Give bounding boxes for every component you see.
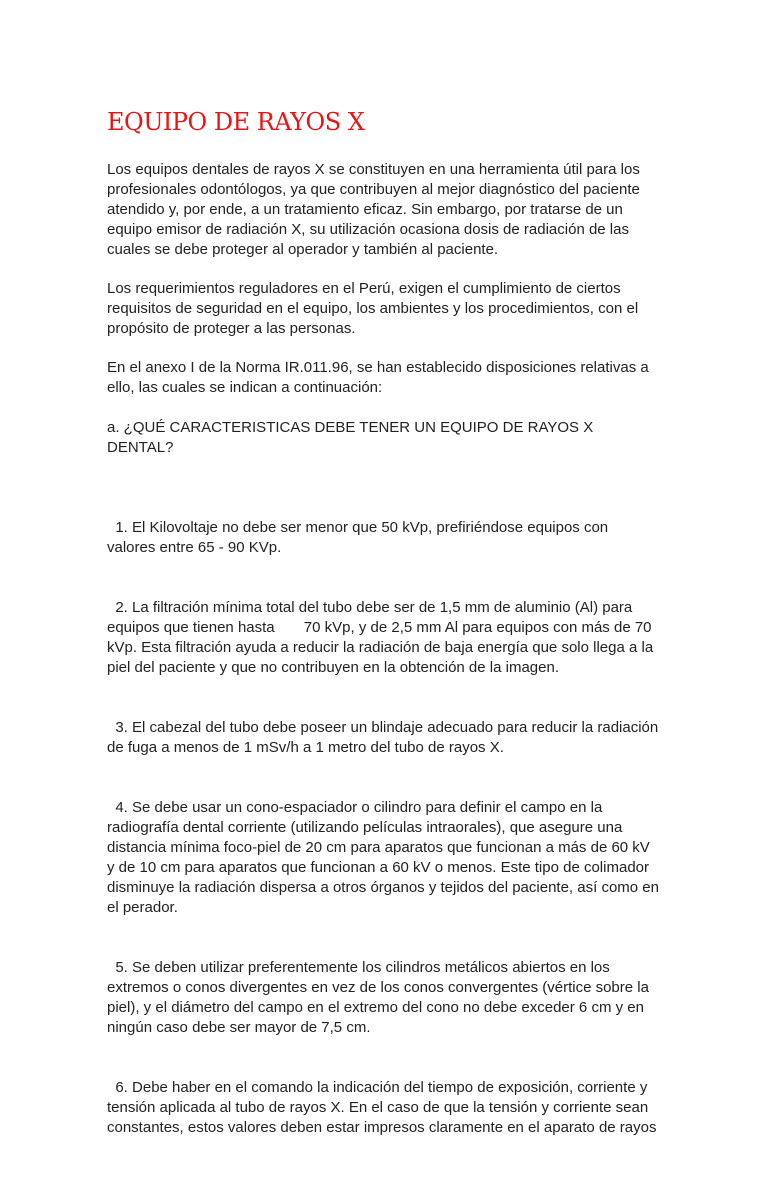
document-title: EQUIPO DE RAYOS X — [107, 108, 365, 136]
intro-paragraph: Los equipos dentales de rayos X se constituyen en una herramienta útil para los profesionales odontólogos, ya que contribuyen al mejor diagnóstico del paciente atendido y, por ende, a un tratamiento eficaz. Sin embargo, por tratarse de un equipo emisor de radiación X, su utilización ocasiona dosis de radiación de las cuales se debe proteger al operador y también al paciente. — [107, 161, 640, 258]
section-heading: a. ¿QUÉ CARACTERISTICAS DEBE TENER UN EQUIPO DE RAYOS X DENTAL? — [107, 419, 594, 456]
list-item: 3. El cabezal del tubo debe poseer un blindaje adecuado para reducir la radiación de fuga a menos de 1 mSv/h a 1 metro del tubo de rayos X. — [107, 719, 659, 756]
requirements-list — [107, 478, 667, 1178]
list-item: 6. Debe haber en el comando la indicación del tiempo de exposición, corriente y tensión aplicada al tubo de rayos X. En el caso de que la tensión y corriente sean constantes, estos valores deben estar impresos claramente en el aparato de rayos — [107, 1079, 657, 1136]
list-item: 1. El Kilovoltaje no debe ser menor que 50 kVp, prefiriéndose equipos con valores entre 65 - 90 KVp. — [107, 519, 609, 556]
annex-paragraph: En el anexo I de la Norma IR.011.96, se han establecido disposiciones relativas a ello, las cuales se indican a continuación: — [107, 359, 649, 396]
list-item: 5. Se deben utilizar preferentemente los cilindros metálicos abiertos en los extremos o conos divergentes en vez de los conos convergentes (vértice sobre la piel), y el diámetro del campo en el extremo del cono no debe exceder 6 cm y en ningún caso debe ser mayor de 7,5 cm. — [107, 959, 649, 1036]
list-item: 4. Se debe usar un cono-espaciador o cilindro para definir el campo en la radiografía dental corriente (utilizando películas intraorales), que asegure una distancia mínima foco-piel de 20 cm para aparatos que funcionan a más de 60 kV y de 10 cm para aparatos que funcionan a 60 kV o menos. Este tipo de colimador disminuye la radiación dispersa a otros órganos y tejidos del paciente, así como en el perador. — [107, 799, 659, 916]
regulatory-paragraph: Los requerimientos reguladores en el Perú, exigen el cumplimiento de ciertos requisitos de seguridad en el equipo, los ambientes y los procedimientos, con el propósito de proteger a las personas. — [107, 280, 639, 337]
list-item: 2. La filtración mínima total del tubo debe ser de 1,5 mm de aluminio (Al) para equipos que tienen hasta 70 kVp, y de 2,5 mm Al para equipos con más de 70 kVp. Esta filtración ayuda a reducir la radiación de baja energía que solo llega a la piel del paciente y que no contribuyen en la obtención de la imagen. — [107, 599, 654, 676]
